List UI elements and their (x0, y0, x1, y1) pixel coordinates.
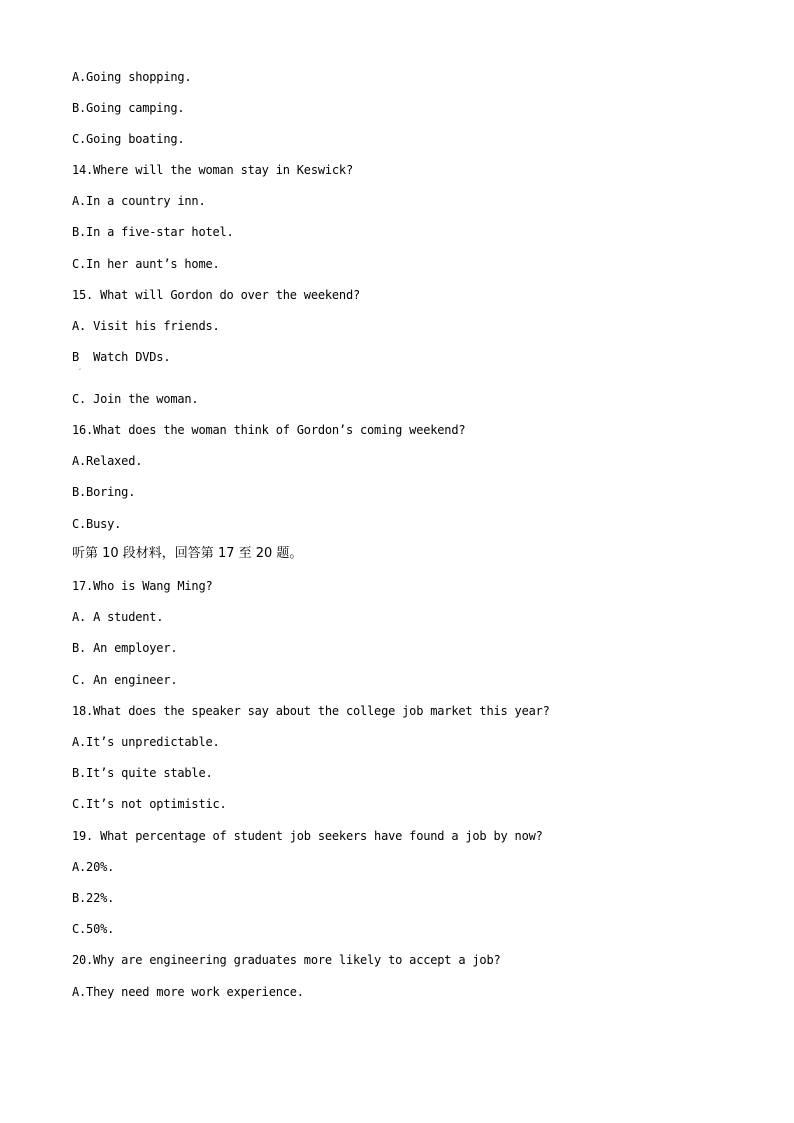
q15-option-a: A. Visit his friends. (72, 319, 220, 333)
q13-option-c: C.Going boating. (72, 132, 185, 146)
q17-question: 17.Who is Wang Ming? (72, 579, 213, 593)
q16-option-a: A.Relaxed. (72, 454, 143, 468)
q19-option-b: B.22%. (72, 891, 115, 905)
q17-option-a: A. A student. (72, 610, 164, 624)
q13-option-a: A.Going shopping. (72, 70, 192, 84)
section-instruction: 听第 10 段材料，回答第 17 至 20 题。 (72, 546, 303, 561)
q14-option-c: C.In her aunt’s home. (72, 257, 220, 271)
q14-question: 14.Where will the woman stay in Keswick? (72, 163, 353, 177)
stray-mark: ’ (79, 368, 81, 375)
q13-option-b: B.Going camping. (72, 101, 185, 115)
q15-option-b: B Watch DVDs. (72, 350, 171, 364)
q17-option-c: C. An engineer. (72, 673, 178, 687)
q18-option-c: C.It’s not optimistic. (72, 797, 227, 811)
q14-option-a: A.In a country inn. (72, 194, 206, 208)
q17-option-b: B. An employer. (72, 641, 178, 655)
q18-option-b: B.It’s quite stable. (72, 766, 213, 780)
q19-option-c: C.50%. (72, 922, 115, 936)
q14-option-b: B.In a five-star hotel. (72, 225, 234, 239)
q15-option-c: C. Join the woman. (72, 392, 199, 406)
q20-question: 20.Why are engineering graduates more likely to accept a job? (72, 953, 501, 967)
q16-option-b: B.Boring. (72, 485, 136, 499)
q20-option-a: A.They need more work experience. (72, 985, 304, 999)
q16-question: 16.What does the woman think of Gordon’s coming weekend? (72, 423, 466, 437)
q16-option-c: C.Busy. (72, 517, 122, 531)
q15-question: 15. What will Gordon do over the weekend? (72, 288, 361, 302)
q19-option-a: A.20%. (72, 860, 115, 874)
q18-question: 18.What does the speaker say about the college job market this year? (72, 704, 550, 718)
q18-option-a: A.It’s unpredictable. (72, 735, 220, 749)
q19-question: 19. What percentage of student job seekers have found a job by now? (72, 829, 543, 843)
